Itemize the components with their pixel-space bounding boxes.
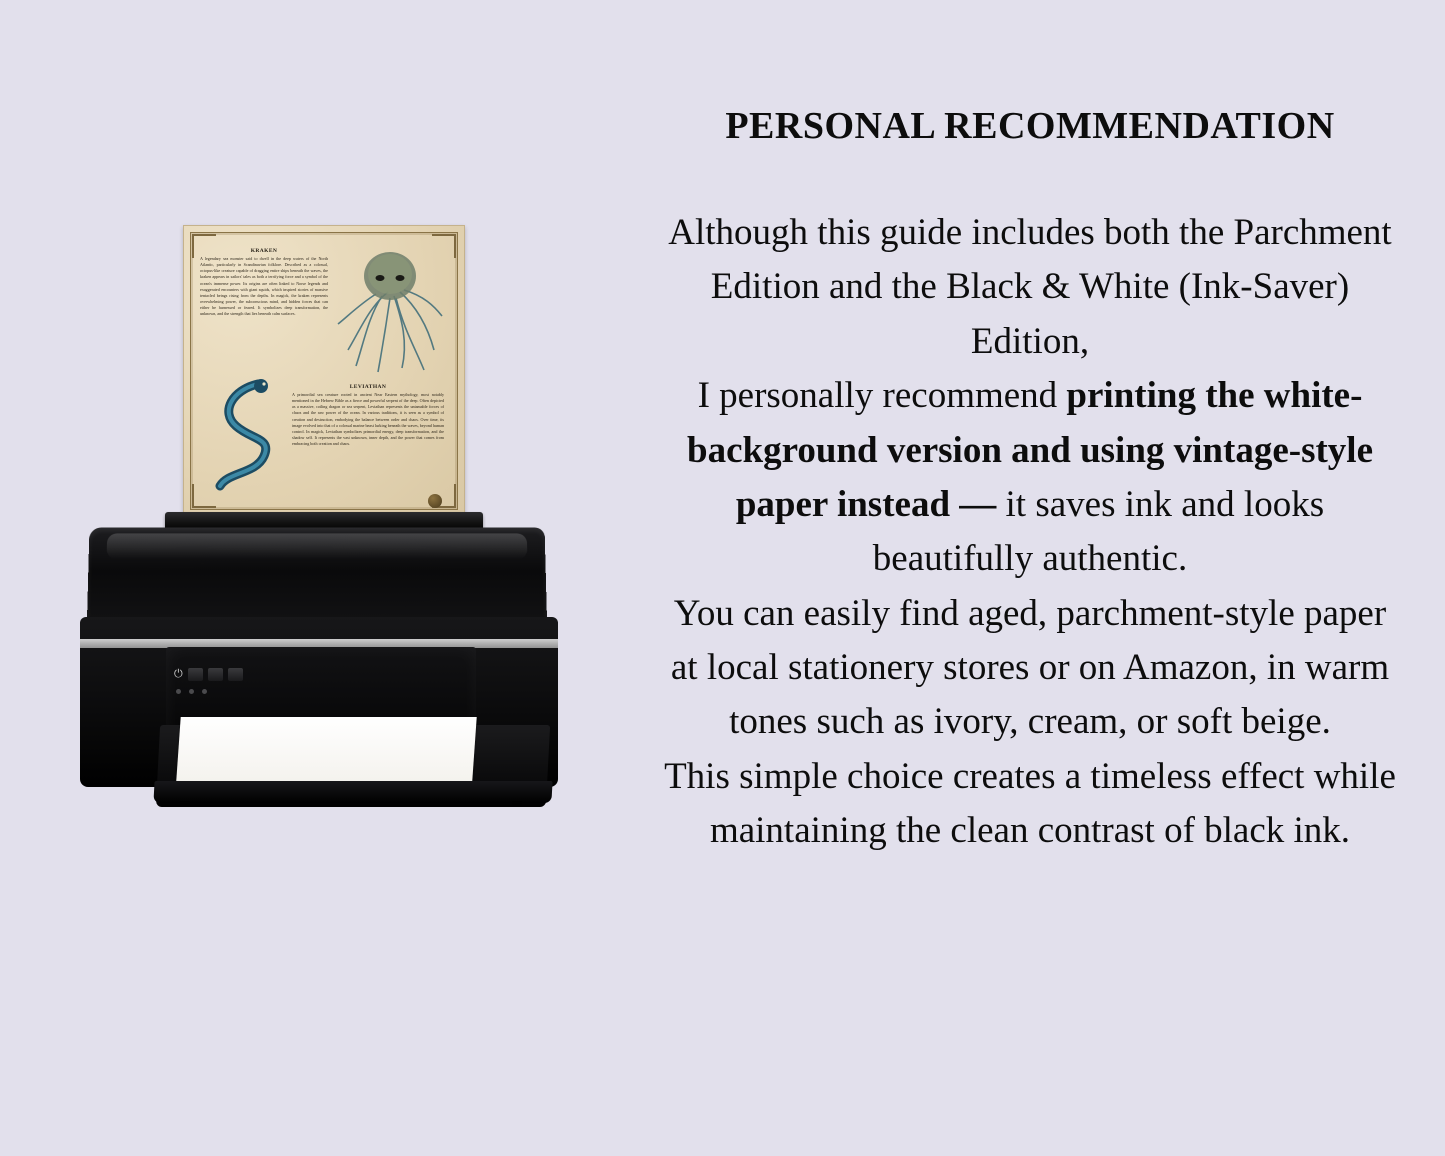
paragraph-recommendation bbox=[660, 369, 1400, 587]
status-led bbox=[176, 689, 181, 694]
printer bbox=[60, 225, 580, 825]
cover-highlight bbox=[107, 533, 527, 559]
printer-illustration bbox=[0, 0, 640, 1156]
entry-title: LEVIATHAN bbox=[349, 384, 387, 390]
paragraph-recommendation-emphasis: printing the white-background version and using vintage-style paper instead — bbox=[687, 375, 1373, 525]
paragraph-where-to-buy: You can easily find aged, parchment-style paper at local stationery stores or on Amazon, in warm tones such as ivory, cream, or soft beige. bbox=[670, 592, 1390, 743]
entry-leviathan bbox=[292, 384, 444, 447]
entry-body: A legendary sea monster said to dwell in the deep waters of the North Atlantic, particularly in Scandinavian folklore. Described as a colossal, octopus-like creature capable of dragging entire ships beneath the waves, the kraken appears in sailors' tales as both a terrifying force and a symbol of the ocean's immense power. Its origins are often linked to Norse legends and exaggerated encounters with giant squids, which inspired stories of massive tentacled beings rising from the depths. In magick, the kraken represents overwhelming power, the subconscious mind, and hidden forces that can either be harnessed or feared. It symbolizes deep transformation, the unknown, and the strength that lies beneath calm surfaces. bbox=[200, 256, 328, 317]
recommendation-text-panel bbox=[630, 0, 1430, 1156]
control-button[interactable] bbox=[228, 668, 243, 681]
wax-seal-icon bbox=[428, 494, 442, 508]
parchment-preview-page bbox=[183, 225, 465, 517]
paragraph-recommendation-tail: it saves ink and looks beautifully authentic. bbox=[872, 483, 1325, 580]
status-led-row bbox=[176, 689, 207, 694]
printer-foot bbox=[180, 801, 190, 806]
power-icon[interactable]: ⏻ bbox=[174, 667, 183, 680]
page-title: PERSONAL RECOMMENDATION bbox=[725, 105, 1335, 147]
entry-kraken bbox=[200, 248, 328, 317]
entry-body: A primordial sea creature rooted in ancient Near Eastern mythology, most notably mentioned in the Hebrew Bible as a fierce and powerful serpent of the deep. Often depicted as a massive, coiling dragon or sea serpent, Leviathan represents the untamable forces of chaos and the raw power of the ocean. In various traditions, it is seen as a symbol of creation and destruction, embodying the balance between order and chaos. Over time, its image evolved into that of a colossal marine beast lurking beneath the waves, beyond human control. In magick, Leviathan symbolizes primordial energy, deep transformation, and the shadow self. It represents the vast unknown, inner depth, and the power that comes from embracing both creation and chaos. bbox=[292, 392, 444, 447]
output-tray-front-edge bbox=[153, 781, 552, 803]
control-button[interactable] bbox=[188, 668, 203, 681]
octopus-illustration-icon bbox=[330, 246, 448, 376]
paragraph-recommendation-lead: I personally recommend bbox=[697, 375, 1067, 417]
status-led bbox=[189, 689, 194, 694]
paragraph-closing: This simple choice creates a timeless effect while maintaining the clean contrast of black ink. bbox=[664, 755, 1396, 852]
paragraph-intro: Although this guide includes both the Parchment Edition and the Black & White (Ink-Saver) Edition, bbox=[668, 212, 1392, 362]
status-led bbox=[202, 689, 207, 694]
printer-control-panel[interactable] bbox=[174, 663, 246, 685]
printer-foot bbox=[512, 801, 522, 806]
control-button[interactable] bbox=[208, 668, 223, 681]
sea-dragon-illustration-icon bbox=[198, 374, 290, 494]
entry-title: KRAKEN bbox=[250, 248, 278, 254]
